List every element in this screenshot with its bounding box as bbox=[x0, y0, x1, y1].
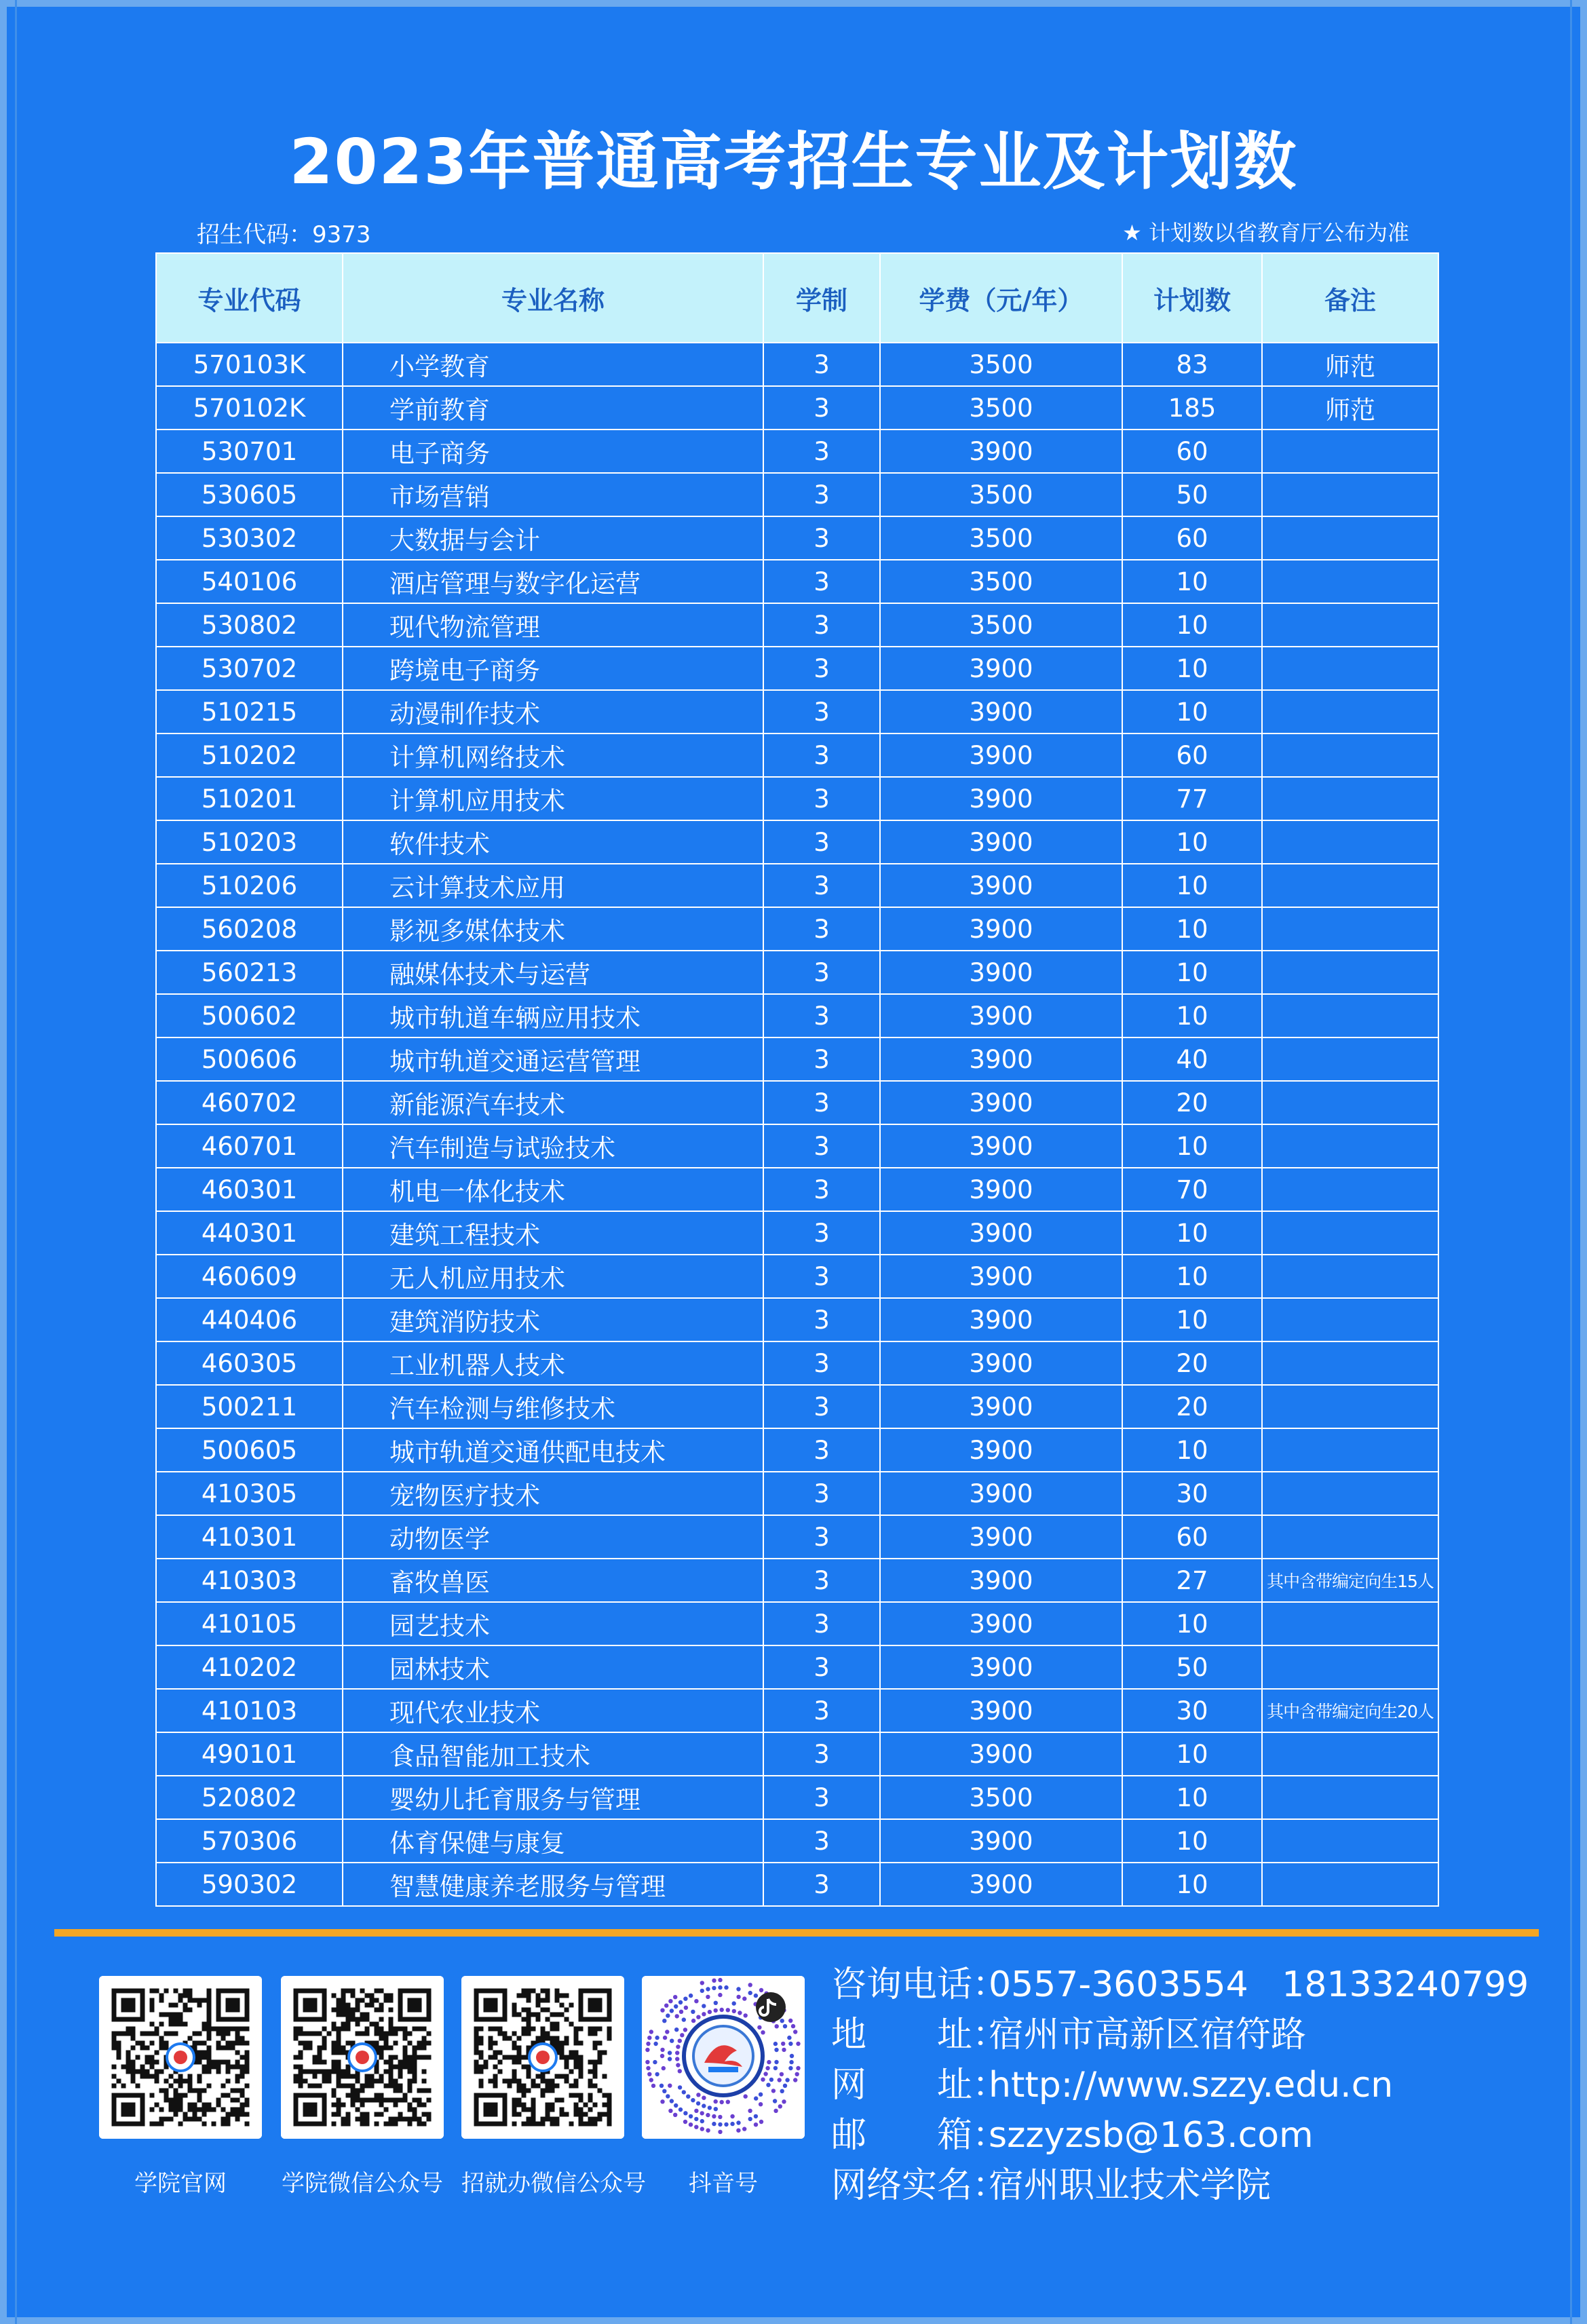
major-name-cell: 市场营销 bbox=[343, 473, 763, 516]
remark-cell bbox=[1262, 1819, 1438, 1863]
major-code-cell: 540106 bbox=[156, 560, 343, 603]
major-code-cell: 570102K bbox=[156, 386, 343, 430]
duration-cell: 3 bbox=[763, 1037, 880, 1081]
table-row bbox=[156, 994, 1438, 1037]
duration-cell: 3 bbox=[763, 1428, 880, 1472]
plan-count-cell: 10 bbox=[1122, 1428, 1262, 1472]
duration-cell: 3 bbox=[763, 820, 880, 864]
tuition-cell: 3900 bbox=[880, 1689, 1122, 1732]
major-code-cell: 510206 bbox=[156, 864, 343, 907]
major-name-cell: 酒店管理与数字化运营 bbox=[343, 560, 763, 603]
remark-cell bbox=[1262, 1732, 1438, 1776]
major-code-cell: 590302 bbox=[156, 1863, 343, 1906]
major-name-cell: 食品智能加工技术 bbox=[343, 1732, 763, 1776]
tuition-cell: 3900 bbox=[880, 1472, 1122, 1515]
duration-cell: 3 bbox=[763, 1776, 880, 1819]
tuition-cell: 3900 bbox=[880, 1559, 1122, 1602]
duration-cell: 3 bbox=[763, 1559, 880, 1602]
qr-code-icon[interactable] bbox=[99, 1976, 262, 2139]
major-code-cell: 460305 bbox=[156, 1341, 343, 1385]
duration-cell: 3 bbox=[763, 343, 880, 386]
major-name-cell: 汽车制造与试验技术 bbox=[343, 1124, 763, 1168]
major-name-cell: 建筑消防技术 bbox=[343, 1298, 763, 1341]
major-code-cell: 440301 bbox=[156, 1211, 343, 1255]
tuition-cell: 3900 bbox=[880, 1124, 1122, 1168]
remark-cell bbox=[1262, 1081, 1438, 1124]
major-code-cell: 410105 bbox=[156, 1602, 343, 1645]
remark-cell bbox=[1262, 473, 1438, 516]
remark-cell bbox=[1262, 1298, 1438, 1341]
major-name-cell: 园艺技术 bbox=[343, 1602, 763, 1645]
realname-label: 网络实名： bbox=[831, 2165, 1008, 2206]
major-code-cell: 570103K bbox=[156, 343, 343, 386]
major-code-cell: 460701 bbox=[156, 1124, 343, 1168]
major-code-cell: 510215 bbox=[156, 690, 343, 734]
header-duration: 学制 bbox=[763, 253, 880, 343]
tuition-cell: 3500 bbox=[880, 516, 1122, 560]
table-row bbox=[156, 864, 1438, 907]
major-code-cell: 510203 bbox=[156, 820, 343, 864]
plan-count-cell: 10 bbox=[1122, 907, 1262, 951]
plan-count-cell: 83 bbox=[1122, 343, 1262, 386]
plan-count-cell: 10 bbox=[1122, 560, 1262, 603]
remark-cell bbox=[1262, 1472, 1438, 1515]
tuition-cell: 3500 bbox=[880, 343, 1122, 386]
remark-cell bbox=[1262, 1037, 1438, 1081]
tuition-cell: 3900 bbox=[880, 907, 1122, 951]
remark-cell: 其中含带编定向生15人 bbox=[1262, 1559, 1438, 1602]
duration-cell: 3 bbox=[763, 1255, 880, 1298]
duration-cell: 3 bbox=[763, 1819, 880, 1863]
major-name-cell: 新能源汽车技术 bbox=[343, 1081, 763, 1124]
remark-cell bbox=[1262, 994, 1438, 1037]
enrollment-code: 招生代码：9373 bbox=[197, 221, 371, 248]
plan-count-cell: 10 bbox=[1122, 1602, 1262, 1645]
remark-cell bbox=[1262, 1602, 1438, 1645]
contact-info bbox=[831, 1960, 1529, 2211]
major-name-cell: 学前教育 bbox=[343, 386, 763, 430]
major-name-cell: 体育保健与康复 bbox=[343, 1819, 763, 1863]
tuition-cell: 3900 bbox=[880, 777, 1122, 820]
header-major-code: 专业代码 bbox=[156, 253, 343, 343]
qr-college-website bbox=[99, 1976, 262, 2198]
tuition-cell: 3900 bbox=[880, 864, 1122, 907]
table-row bbox=[156, 1255, 1438, 1298]
major-code-cell: 570306 bbox=[156, 1819, 343, 1863]
table-row bbox=[156, 1168, 1438, 1211]
duration-cell: 3 bbox=[763, 603, 880, 647]
tuition-cell: 3500 bbox=[880, 560, 1122, 603]
table-row bbox=[156, 1602, 1438, 1645]
duration-cell: 3 bbox=[763, 516, 880, 560]
duration-cell: 3 bbox=[763, 430, 880, 473]
table-row bbox=[156, 1341, 1438, 1385]
duration-cell: 3 bbox=[763, 1341, 880, 1385]
remark-cell bbox=[1262, 1255, 1438, 1298]
duration-cell: 3 bbox=[763, 1124, 880, 1168]
major-name-cell: 电子商务 bbox=[343, 430, 763, 473]
qr-admissions-wechat bbox=[461, 1976, 646, 2198]
major-name-cell: 机电一体化技术 bbox=[343, 1168, 763, 1211]
tuition-cell: 3900 bbox=[880, 1428, 1122, 1472]
remark-cell bbox=[1262, 1645, 1438, 1689]
table-row bbox=[156, 1081, 1438, 1124]
remark-cell: 师范 bbox=[1262, 343, 1438, 386]
major-name-cell: 汽车检测与维修技术 bbox=[343, 1385, 763, 1428]
enrollment-plan-table bbox=[155, 252, 1439, 1907]
table-row bbox=[156, 690, 1438, 734]
qr-code-icon[interactable] bbox=[281, 1976, 444, 2139]
major-name-cell: 城市轨道车辆应用技术 bbox=[343, 994, 763, 1037]
qr-caption: 招就办微信公众号 bbox=[461, 2170, 646, 2197]
tuition-cell: 3900 bbox=[880, 820, 1122, 864]
duration-cell: 3 bbox=[763, 473, 880, 516]
major-name-cell: 融媒体技术与运营 bbox=[343, 951, 763, 994]
major-name-cell: 园林技术 bbox=[343, 1645, 763, 1689]
duration-cell: 3 bbox=[763, 777, 880, 820]
major-code-cell: 530802 bbox=[156, 603, 343, 647]
tuition-cell: 3900 bbox=[880, 1168, 1122, 1211]
duration-cell: 3 bbox=[763, 864, 880, 907]
header-major-name: 专业名称 bbox=[343, 253, 763, 343]
qr-caption: 学院官网 bbox=[134, 2170, 227, 2197]
email-label: 邮 箱： bbox=[831, 2115, 1008, 2156]
remark-cell bbox=[1262, 1211, 1438, 1255]
tuition-cell: 3900 bbox=[880, 1037, 1122, 1081]
duration-cell: 3 bbox=[763, 647, 880, 690]
major-name-cell: 计算机应用技术 bbox=[343, 777, 763, 820]
table-row bbox=[156, 1645, 1438, 1689]
realname-row bbox=[831, 2160, 1529, 2211]
remark-cell bbox=[1262, 1863, 1438, 1906]
major-name-cell: 畜牧兽医 bbox=[343, 1559, 763, 1602]
table-row bbox=[156, 430, 1438, 473]
plan-count-cell: 185 bbox=[1122, 386, 1262, 430]
major-name-cell: 宠物医疗技术 bbox=[343, 1472, 763, 1515]
remark-cell bbox=[1262, 820, 1438, 864]
plan-count-cell: 40 bbox=[1122, 1037, 1262, 1081]
tuition-cell: 3900 bbox=[880, 1298, 1122, 1341]
tuition-cell: 3900 bbox=[880, 690, 1122, 734]
header-remark: 备注 bbox=[1262, 253, 1438, 343]
website-label: 网 址： bbox=[831, 2065, 1008, 2106]
remark-cell bbox=[1262, 1515, 1438, 1559]
major-code-cell: 530701 bbox=[156, 430, 343, 473]
tuition-cell: 3500 bbox=[880, 1776, 1122, 1819]
table-header-row bbox=[156, 253, 1438, 343]
address-value: 宿州市高新区宿符路 bbox=[989, 2015, 1307, 2055]
tuition-cell: 3900 bbox=[880, 430, 1122, 473]
tuition-cell: 3900 bbox=[880, 1255, 1122, 1298]
email-row bbox=[831, 2110, 1529, 2160]
duration-cell: 3 bbox=[763, 1168, 880, 1211]
major-code-cell: 500605 bbox=[156, 1428, 343, 1472]
table-row bbox=[156, 907, 1438, 951]
plan-count-cell: 10 bbox=[1122, 994, 1262, 1037]
plan-count-cell: 10 bbox=[1122, 1863, 1262, 1906]
major-code-cell: 500606 bbox=[156, 1037, 343, 1081]
plan-note: ★ 计划数以省教育厅公布为准 bbox=[1122, 220, 1409, 246]
header-plan-count: 计划数 bbox=[1122, 253, 1262, 343]
tuition-cell: 3900 bbox=[880, 647, 1122, 690]
major-name-cell: 计算机网络技术 bbox=[343, 734, 763, 777]
major-name-cell: 工业机器人技术 bbox=[343, 1341, 763, 1385]
table-row bbox=[156, 777, 1438, 820]
duration-cell: 3 bbox=[763, 1298, 880, 1341]
remark-cell bbox=[1262, 690, 1438, 734]
plan-count-cell: 10 bbox=[1122, 647, 1262, 690]
duration-cell: 3 bbox=[763, 1211, 880, 1255]
table-body bbox=[156, 343, 1438, 1906]
major-code-cell: 520802 bbox=[156, 1776, 343, 1819]
major-name-cell: 大数据与会计 bbox=[343, 516, 763, 560]
table-row bbox=[156, 1037, 1438, 1081]
plan-count-cell: 50 bbox=[1122, 1645, 1262, 1689]
major-code-cell: 500211 bbox=[156, 1385, 343, 1428]
major-code-cell: 560213 bbox=[156, 951, 343, 994]
duration-cell: 3 bbox=[763, 1689, 880, 1732]
plan-count-cell: 10 bbox=[1122, 864, 1262, 907]
major-code-cell: 510202 bbox=[156, 734, 343, 777]
remark-cell bbox=[1262, 1341, 1438, 1385]
plan-count-cell: 50 bbox=[1122, 473, 1262, 516]
plan-count-cell: 60 bbox=[1122, 734, 1262, 777]
major-code-cell: 530702 bbox=[156, 647, 343, 690]
remark-cell bbox=[1262, 864, 1438, 907]
major-code-cell: 410202 bbox=[156, 1645, 343, 1689]
major-name-cell: 婴幼儿托育服务与管理 bbox=[343, 1776, 763, 1819]
tuition-cell: 3900 bbox=[880, 1819, 1122, 1863]
duration-cell: 3 bbox=[763, 1645, 880, 1689]
tuition-cell: 3900 bbox=[880, 1385, 1122, 1428]
table-row bbox=[156, 473, 1438, 516]
table-row bbox=[156, 1385, 1438, 1428]
major-code-cell: 510201 bbox=[156, 777, 343, 820]
plan-count-cell: 20 bbox=[1122, 1385, 1262, 1428]
plan-count-cell: 70 bbox=[1122, 1168, 1262, 1211]
header-tuition: 学费（元/年） bbox=[880, 253, 1122, 343]
plan-count-cell: 10 bbox=[1122, 603, 1262, 647]
duration-cell: 3 bbox=[763, 907, 880, 951]
remark-cell bbox=[1262, 1428, 1438, 1472]
plan-count-cell: 60 bbox=[1122, 430, 1262, 473]
major-name-cell: 云计算技术应用 bbox=[343, 864, 763, 907]
realname-value: 宿州职业技术学院 bbox=[989, 2165, 1271, 2206]
remark-cell bbox=[1262, 951, 1438, 994]
major-code-cell: 460301 bbox=[156, 1168, 343, 1211]
major-name-cell: 现代农业技术 bbox=[343, 1689, 763, 1732]
tuition-cell: 3500 bbox=[880, 386, 1122, 430]
tuition-cell: 3500 bbox=[880, 603, 1122, 647]
remark-cell bbox=[1262, 1776, 1438, 1819]
duration-cell: 3 bbox=[763, 951, 880, 994]
duration-cell: 3 bbox=[763, 1472, 880, 1515]
tuition-cell: 3900 bbox=[880, 1211, 1122, 1255]
major-code-cell: 410303 bbox=[156, 1559, 343, 1602]
major-name-cell: 跨境电子商务 bbox=[343, 647, 763, 690]
major-code-cell: 460702 bbox=[156, 1081, 343, 1124]
remark-cell bbox=[1262, 430, 1438, 473]
tuition-cell: 3900 bbox=[880, 1732, 1122, 1776]
tuition-cell: 3900 bbox=[880, 1515, 1122, 1559]
tuition-cell: 3500 bbox=[880, 473, 1122, 516]
plan-count-cell: 10 bbox=[1122, 820, 1262, 864]
plan-count-cell: 10 bbox=[1122, 1776, 1262, 1819]
tuition-cell: 3900 bbox=[880, 734, 1122, 777]
plan-count-cell: 20 bbox=[1122, 1341, 1262, 1385]
major-name-cell: 智慧健康养老服务与管理 bbox=[343, 1863, 763, 1906]
table-row bbox=[156, 1472, 1438, 1515]
address-row bbox=[831, 2010, 1529, 2060]
duration-cell: 3 bbox=[763, 1732, 880, 1776]
table-row bbox=[156, 1732, 1438, 1776]
remark-cell bbox=[1262, 734, 1438, 777]
email-value[interactable]: szzyzsb@163.com bbox=[989, 2115, 1314, 2156]
plan-count-cell: 10 bbox=[1122, 1255, 1262, 1298]
qr-douyin bbox=[642, 1976, 805, 2198]
plan-count-cell: 10 bbox=[1122, 690, 1262, 734]
major-name-cell: 城市轨道交通运营管理 bbox=[343, 1037, 763, 1081]
remark-cell bbox=[1262, 560, 1438, 603]
douyin-qr-icon[interactable] bbox=[642, 1976, 805, 2139]
major-code-cell: 500602 bbox=[156, 994, 343, 1037]
tuition-cell: 3900 bbox=[880, 1081, 1122, 1124]
plan-count-cell: 60 bbox=[1122, 1515, 1262, 1559]
duration-cell: 3 bbox=[763, 386, 880, 430]
remark-cell bbox=[1262, 1385, 1438, 1428]
plan-count-cell: 77 bbox=[1122, 777, 1262, 820]
plan-count-cell: 27 bbox=[1122, 1559, 1262, 1602]
major-code-cell: 440406 bbox=[156, 1298, 343, 1341]
remark-cell bbox=[1262, 907, 1438, 951]
tuition-cell: 3900 bbox=[880, 1341, 1122, 1385]
plan-count-cell: 60 bbox=[1122, 516, 1262, 560]
duration-cell: 3 bbox=[763, 1385, 880, 1428]
major-code-cell: 410103 bbox=[156, 1689, 343, 1732]
table-row bbox=[156, 1298, 1438, 1341]
tuition-cell: 3900 bbox=[880, 1863, 1122, 1906]
plan-count-cell: 10 bbox=[1122, 1819, 1262, 1863]
page-title: 2023年普通高考招生专业及计划数 bbox=[289, 126, 1298, 198]
major-name-cell: 影视多媒体技术 bbox=[343, 907, 763, 951]
remark-cell bbox=[1262, 1168, 1438, 1211]
table-row bbox=[156, 1776, 1438, 1819]
duration-cell: 3 bbox=[763, 994, 880, 1037]
qr-caption: 学院微信公众号 bbox=[282, 2170, 443, 2197]
orange-divider bbox=[54, 1929, 1539, 1937]
major-name-cell: 动漫制作技术 bbox=[343, 690, 763, 734]
table-row bbox=[156, 603, 1438, 647]
duration-cell: 3 bbox=[763, 1081, 880, 1124]
tuition-cell: 3900 bbox=[880, 1645, 1122, 1689]
major-code-cell: 410301 bbox=[156, 1515, 343, 1559]
plan-count-cell: 10 bbox=[1122, 951, 1262, 994]
website-value[interactable]: http://www.szzy.edu.cn bbox=[989, 2065, 1394, 2106]
remark-cell bbox=[1262, 603, 1438, 647]
major-name-cell: 小学教育 bbox=[343, 343, 763, 386]
plan-count-cell: 30 bbox=[1122, 1689, 1262, 1732]
plan-count-cell: 10 bbox=[1122, 1211, 1262, 1255]
major-code-cell: 410305 bbox=[156, 1472, 343, 1515]
website-row bbox=[831, 2060, 1529, 2110]
tuition-cell: 3900 bbox=[880, 994, 1122, 1037]
remark-cell bbox=[1262, 516, 1438, 560]
phone-label: 咨询电话： bbox=[831, 1964, 1008, 2005]
major-name-cell: 无人机应用技术 bbox=[343, 1255, 763, 1298]
plan-count-cell: 10 bbox=[1122, 1732, 1262, 1776]
remark-cell bbox=[1262, 647, 1438, 690]
major-name-cell: 建筑工程技术 bbox=[343, 1211, 763, 1255]
table-row bbox=[156, 820, 1438, 864]
qr-caption: 抖音号 bbox=[689, 2170, 758, 2197]
duration-cell: 3 bbox=[763, 560, 880, 603]
major-code-cell: 530605 bbox=[156, 473, 343, 516]
plan-count-cell: 10 bbox=[1122, 1298, 1262, 1341]
tuition-cell: 3900 bbox=[880, 1602, 1122, 1645]
remark-cell: 其中含带编定向生20人 bbox=[1262, 1689, 1438, 1732]
table-row bbox=[156, 516, 1438, 560]
major-name-cell: 城市轨道交通供配电技术 bbox=[343, 1428, 763, 1472]
table-row bbox=[156, 1559, 1438, 1602]
major-name-cell: 动物医学 bbox=[343, 1515, 763, 1559]
major-code-cell: 560208 bbox=[156, 907, 343, 951]
major-name-cell: 软件技术 bbox=[343, 820, 763, 864]
remark-cell bbox=[1262, 777, 1438, 820]
duration-cell: 3 bbox=[763, 1863, 880, 1906]
qr-code-icon[interactable] bbox=[461, 1976, 624, 2139]
duration-cell: 3 bbox=[763, 734, 880, 777]
table-row bbox=[156, 951, 1438, 994]
major-name-cell: 现代物流管理 bbox=[343, 603, 763, 647]
qr-college-wechat bbox=[281, 1976, 444, 2198]
major-code-cell: 460609 bbox=[156, 1255, 343, 1298]
major-code-cell: 530302 bbox=[156, 516, 343, 560]
table-row bbox=[156, 386, 1438, 430]
phone-row bbox=[831, 1960, 1529, 2010]
table-row bbox=[156, 734, 1438, 777]
plan-count-cell: 10 bbox=[1122, 1124, 1262, 1168]
table-row bbox=[156, 647, 1438, 690]
table-row bbox=[156, 1428, 1438, 1472]
plan-count-cell: 20 bbox=[1122, 1081, 1262, 1124]
duration-cell: 3 bbox=[763, 1515, 880, 1559]
table-row bbox=[156, 1211, 1438, 1255]
phone-value: 0557-3603554 18133240799 bbox=[989, 1964, 1529, 2005]
table-row bbox=[156, 343, 1438, 386]
duration-cell: 3 bbox=[763, 1602, 880, 1645]
remark-cell: 师范 bbox=[1262, 386, 1438, 430]
duration-cell: 3 bbox=[763, 690, 880, 734]
table-row bbox=[156, 1819, 1438, 1863]
tuition-cell: 3900 bbox=[880, 951, 1122, 994]
major-code-cell: 490101 bbox=[156, 1732, 343, 1776]
table-row bbox=[156, 1689, 1438, 1732]
table-row bbox=[156, 1515, 1438, 1559]
table-row bbox=[156, 1863, 1438, 1906]
remark-cell bbox=[1262, 1124, 1438, 1168]
address-label: 地 址： bbox=[831, 2015, 1008, 2055]
table-row bbox=[156, 560, 1438, 603]
plan-count-cell: 30 bbox=[1122, 1472, 1262, 1515]
table-row bbox=[156, 1124, 1438, 1168]
